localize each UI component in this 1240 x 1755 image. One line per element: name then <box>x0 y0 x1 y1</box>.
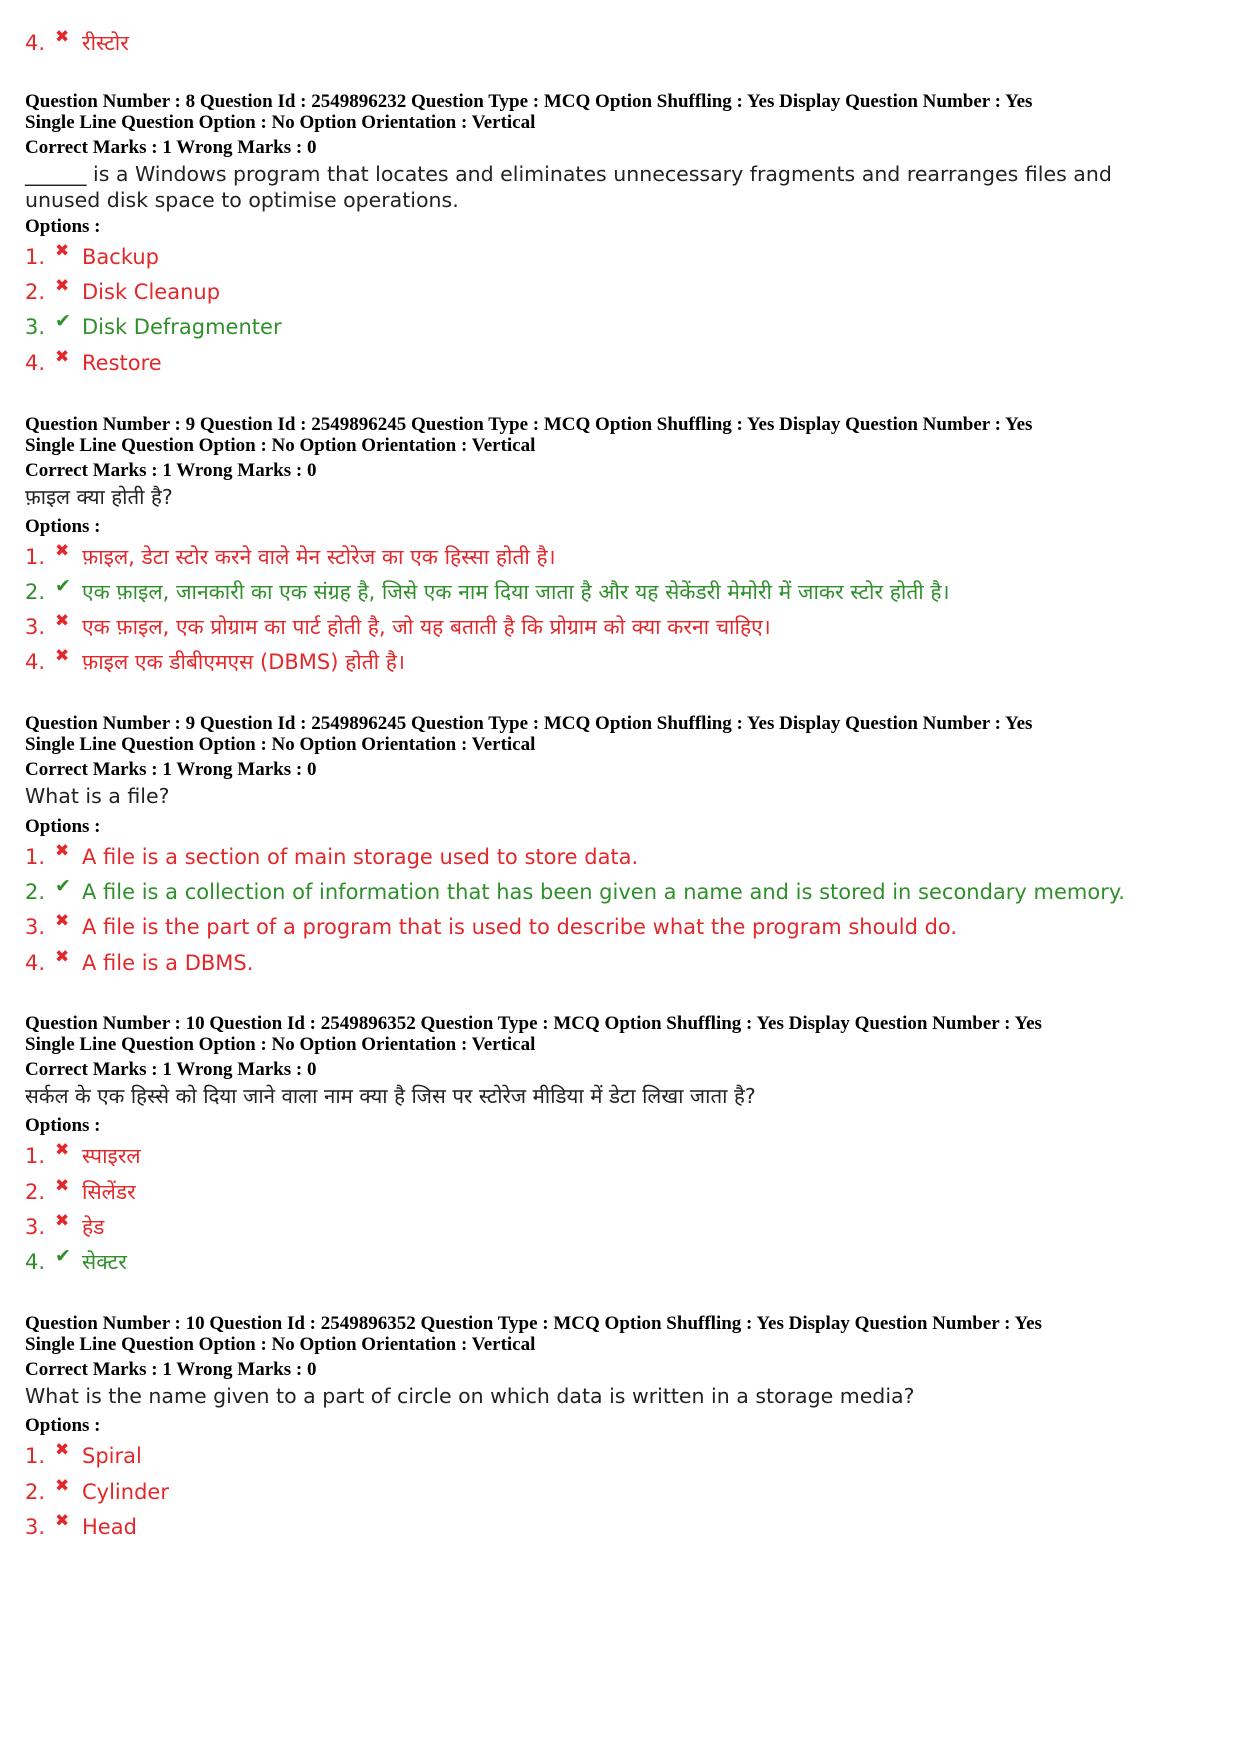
option-text: सेक्टर <box>82 1250 127 1274</box>
option-number: 3. <box>25 1215 46 1239</box>
option-text: एक फ़ाइल, जानकारी का एक संग्रह है, जिसे एक नाम दिया जाता है और यह सेकेंडरी मेमोरी में जाकर स्टोर होती है। <box>82 580 950 604</box>
question-marks: Correct Marks : 1 Wrong Marks : 0 <box>25 460 317 481</box>
option-number: 4. <box>25 1250 46 1274</box>
question-marks: Correct Marks : 1 Wrong Marks : 0 <box>25 1059 317 1080</box>
option-number: 3. <box>25 615 46 639</box>
question-block <box>25 1313 1225 1409</box>
option-text: रीस्टोर <box>82 31 129 55</box>
question-header-line2: Single Line Question Option : No Option Orientation : Vertical <box>25 112 536 133</box>
question-header: Question Number : 10 Question Id : 2549896352 Question Type : MCQ Option Shuffling : Yes Display Question Number : Yes <box>25 1313 1042 1334</box>
question-header-line2: Single Line Question Option : No Option Orientation : Vertical <box>25 734 536 755</box>
option-number: 3. <box>25 315 46 339</box>
option-number: 2. <box>25 280 46 304</box>
cross-icon: ✖ <box>55 611 70 631</box>
option-text: A file is a section of main storage used to store data. <box>82 845 639 869</box>
cross-icon: ✖ <box>55 841 70 861</box>
check-icon: ✔ <box>55 875 71 897</box>
options-label: Options : <box>25 516 101 537</box>
option-text: Head <box>82 1515 137 1539</box>
cross-icon: ✖ <box>55 911 70 931</box>
option-text: फ़ाइल एक डीबीएमएस (DBMS) होती है। <box>82 650 405 674</box>
check-icon: ✔ <box>55 575 71 597</box>
cross-icon: ✖ <box>55 1476 70 1496</box>
question-header-line2: Single Line Question Option : No Option Orientation : Vertical <box>25 435 536 456</box>
options-label: Options : <box>25 1115 101 1136</box>
option-text: Spiral <box>82 1444 142 1468</box>
question-text: फ़ाइल क्या होती है? <box>25 485 173 509</box>
option-number: 1. <box>25 245 46 269</box>
cross-icon: ✖ <box>55 646 70 666</box>
option-number: 1. <box>25 845 46 869</box>
option-text: एक फ़ाइल, एक प्रोग्राम का पार्ट होती है, जो यह बताती है कि प्रोग्राम को क्या करना चाहिए। <box>82 615 771 639</box>
cross-icon: ✖ <box>55 541 70 561</box>
option-number: 2. <box>25 1180 46 1204</box>
option-text: सिलेंडर <box>82 1180 136 1204</box>
option-text: Disk Defragmenter <box>82 315 282 339</box>
option-number: 4. <box>25 31 46 55</box>
cross-icon: ✖ <box>55 947 70 967</box>
question-header: Question Number : 9 Question Id : 2549896245 Question Type : MCQ Option Shuffling : Yes Display Question Number : Yes <box>25 414 1033 435</box>
option-number: 1. <box>25 1444 46 1468</box>
question-text: ______ is a Windows program that locates and eliminates unnecessary fragments and rearranges files and unused disk space to optimise operations. <box>25 162 1112 212</box>
cross-icon: ✖ <box>55 1211 70 1231</box>
cross-icon: ✖ <box>55 1176 70 1196</box>
option-number: 4. <box>25 351 46 375</box>
question-marks: Correct Marks : 1 Wrong Marks : 0 <box>25 1359 317 1380</box>
option-number: 3. <box>25 915 46 939</box>
option-text: Cylinder <box>82 1480 169 1504</box>
cross-icon: ✖ <box>55 27 70 47</box>
question-block <box>25 713 1225 809</box>
cross-icon: ✖ <box>55 1440 70 1460</box>
options-label: Options : <box>25 216 101 237</box>
question-block <box>25 1013 1225 1109</box>
option-text: Backup <box>82 245 159 269</box>
question-header-line2: Single Line Question Option : No Option Orientation : Vertical <box>25 1334 536 1355</box>
question-text: What is a file? <box>25 784 170 808</box>
option-number: 3. <box>25 1515 46 1539</box>
question-header: Question Number : 10 Question Id : 2549896352 Question Type : MCQ Option Shuffling : Yes Display Question Number : Yes <box>25 1013 1042 1034</box>
question-block <box>25 414 1225 510</box>
question-block <box>25 91 1225 213</box>
option-text: A file is a collection of information that has been given a name and is stored in secondary memory. <box>82 880 1125 904</box>
option-text: फ़ाइल, डेटा स्टोर करने वाले मेन स्टोरेज का एक हिस्सा होती है। <box>82 545 556 569</box>
option-text: A file is the part of a program that is used to describe what the program should do. <box>82 915 958 939</box>
cross-icon: ✖ <box>55 241 70 261</box>
option-number: 2. <box>25 880 46 904</box>
question-marks: Correct Marks : 1 Wrong Marks : 0 <box>25 137 317 158</box>
option-text: Disk Cleanup <box>82 280 221 304</box>
option-number: 2. <box>25 580 46 604</box>
cross-icon: ✖ <box>55 1140 70 1160</box>
check-icon: ✔ <box>55 310 71 332</box>
cross-icon: ✖ <box>55 1511 70 1531</box>
question-marks: Correct Marks : 1 Wrong Marks : 0 <box>25 759 317 780</box>
cross-icon: ✖ <box>55 276 70 296</box>
check-icon: ✔ <box>55 1245 71 1267</box>
question-header-line2: Single Line Question Option : No Option Orientation : Vertical <box>25 1034 536 1055</box>
option-text: A file is a DBMS. <box>82 951 254 975</box>
option-number: 1. <box>25 1144 46 1168</box>
question-text: सर्कल के एक हिस्से को दिया जाने वाला नाम क्या है जिस पर स्टोरेज मीडिया में डेटा लिखा जाता है? <box>25 1084 756 1108</box>
options-label: Options : <box>25 816 101 837</box>
cross-icon: ✖ <box>55 347 70 367</box>
options-label: Options : <box>25 1415 101 1436</box>
option-number: 4. <box>25 650 46 674</box>
option-text: Restore <box>82 351 162 375</box>
option-number: 4. <box>25 951 46 975</box>
option-number: 2. <box>25 1480 46 1504</box>
question-header: Question Number : 9 Question Id : 2549896245 Question Type : MCQ Option Shuffling : Yes Display Question Number : Yes <box>25 713 1033 734</box>
option-text: स्पाइरल <box>82 1144 141 1168</box>
option-number: 1. <box>25 545 46 569</box>
question-text: What is the name given to a part of circle on which data is written in a storage media? <box>25 1384 915 1408</box>
option-text: हेड <box>82 1215 105 1239</box>
question-header: Question Number : 8 Question Id : 2549896232 Question Type : MCQ Option Shuffling : Yes Display Question Number : Yes <box>25 91 1033 112</box>
